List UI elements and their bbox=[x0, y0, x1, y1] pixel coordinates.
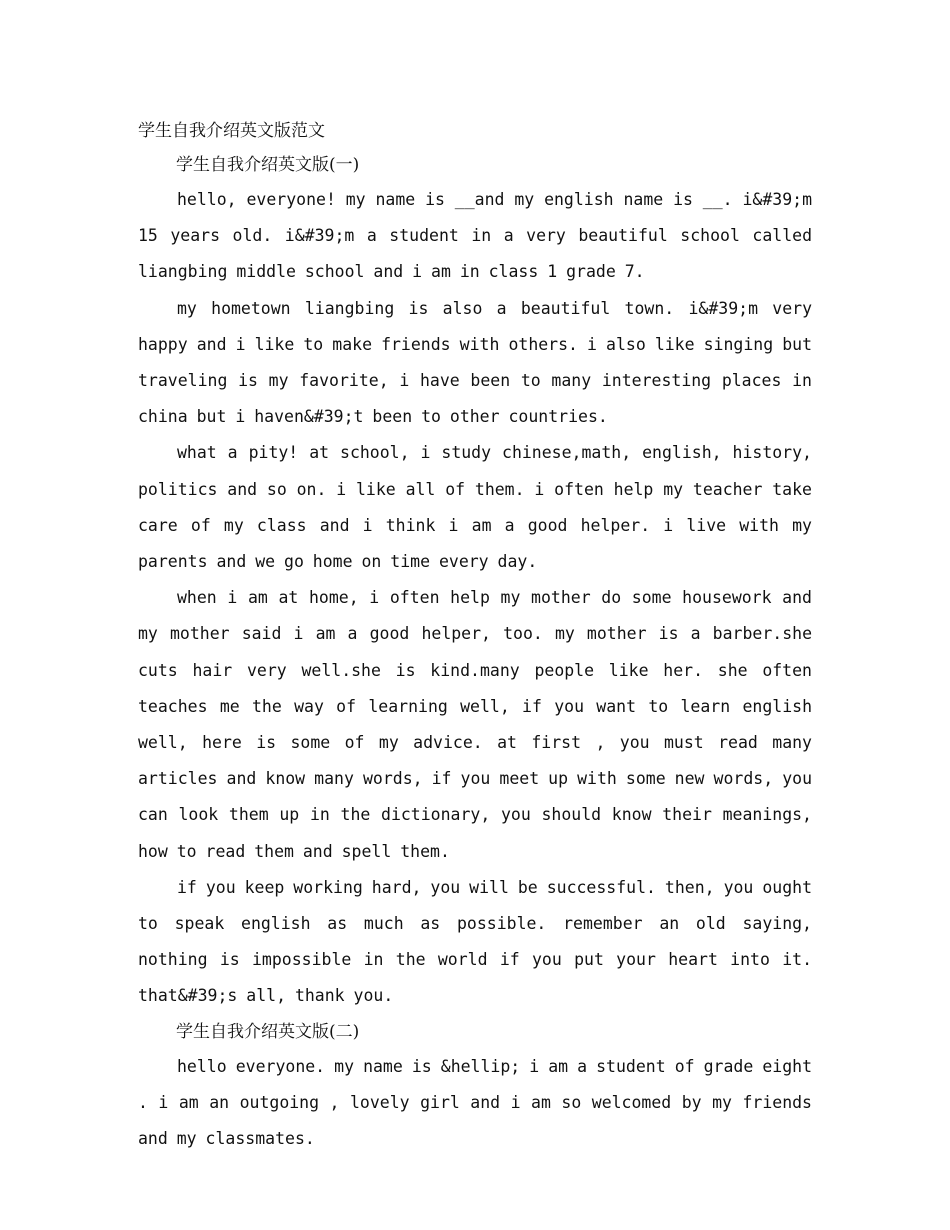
document-body bbox=[138, 114, 812, 1157]
section-heading-2: 学生自我介绍英文版(二) bbox=[176, 1021, 360, 1042]
paragraph: my hometown liangbing is also a beautiful town. i&#39;m very happy and i like to make friends with others. i also like singing but traveling is my favorite, i have been to many interesting places in china but i haven&#39;t been to other countries. bbox=[138, 298, 812, 427]
paragraph: what a pity! at school, i study chinese,math, english, history, politics and so on. i like all of them. i often help my teacher take care of my class and i think i am a good helper. i live with my parents and we go home on time every day. bbox=[138, 443, 812, 572]
document-title: 学生自我介绍英文版范文 bbox=[138, 121, 325, 141]
paragraph: when i am at home, i often help my mother do some housework and my mother said i am a good helper, too. my mother is a barber.she cuts hair very well.she is kind.many people like her. she often teaches me the way of learning well, if you want to learn english well, here is some of my advice. at first , you must read many articles and know many words, if you meet up with some new words, you can look them up in the dictionary, you should know their meanings, how to read them and spell them. bbox=[138, 588, 812, 861]
paragraph: hello, everyone! my name is __and my english name is __. i&#39;m 15 years old. i&#39;m a student in a very beautiful school called liangbing middle school and i am in class 1 grade 7. bbox=[138, 190, 812, 282]
section-heading-1: 学生自我介绍英文版(一) bbox=[176, 155, 360, 175]
paragraph: if you keep working hard, you will be successful. then, you ought to speak english as much as possible. remember an old saying, nothing is impossible in the world if you put your heart into it. that&#39;s all, thank you. bbox=[138, 877, 812, 1006]
paragraph: hello everyone. my name is &hellip; i am a student of grade eight . i am an outgoing , lovely girl and i am so welcomed by my friends and my classmates. bbox=[138, 1056, 812, 1149]
